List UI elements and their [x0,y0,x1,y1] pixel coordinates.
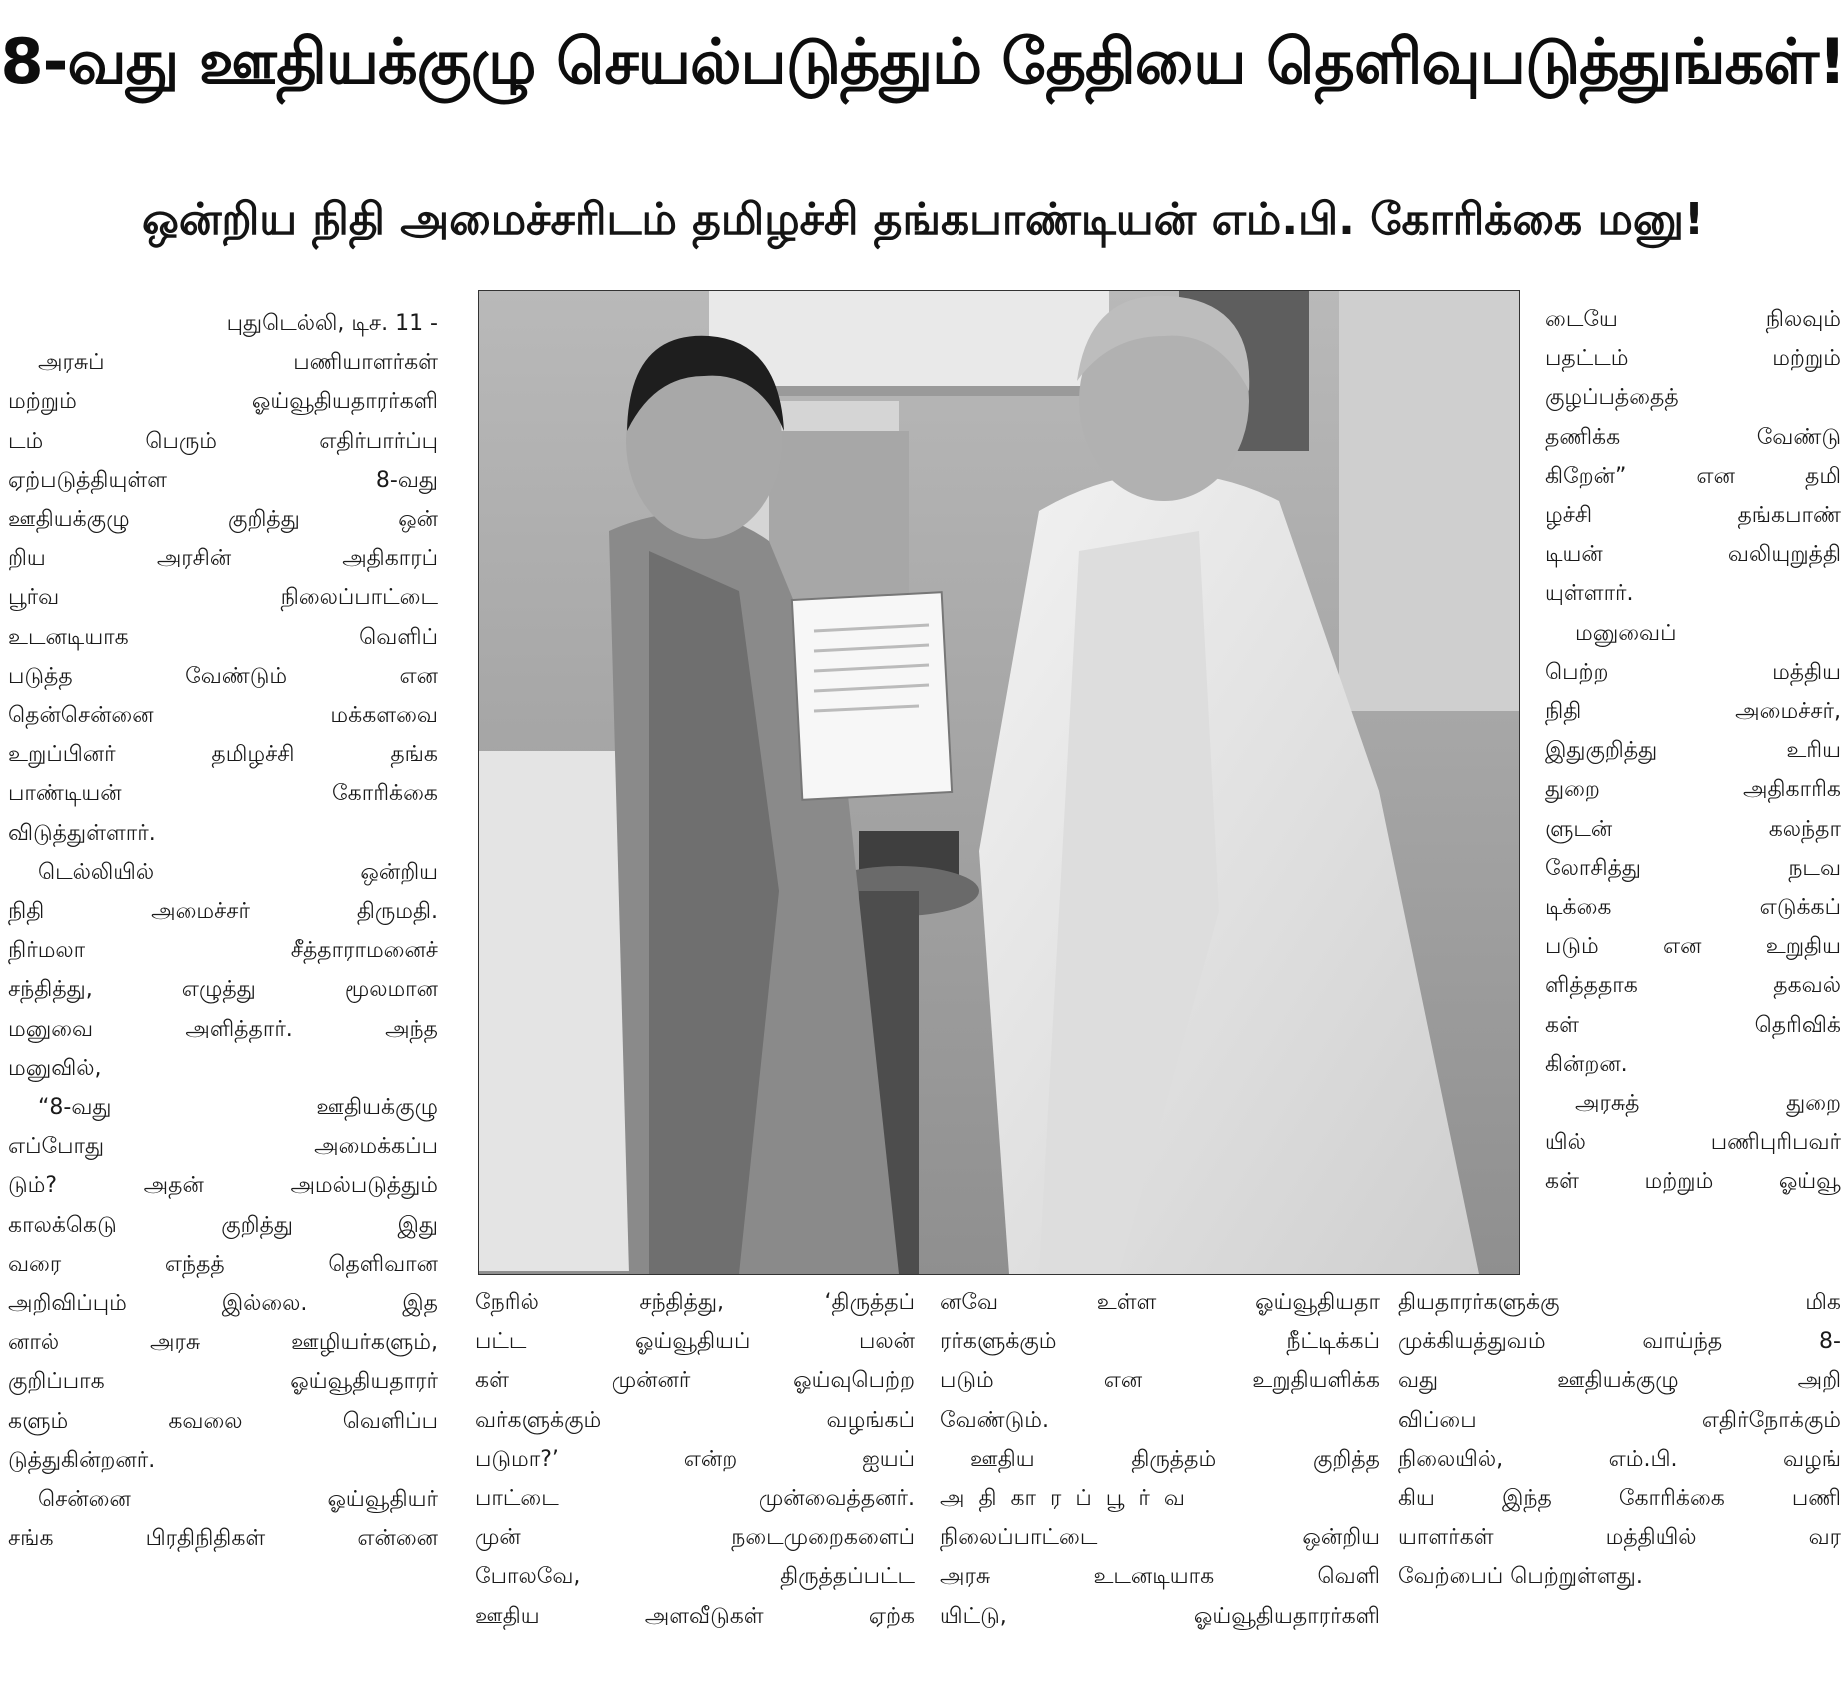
column-text-line: டியன் வலியுறுத்தி [1545,542,1841,568]
column-text-line: டெல்லியில் ஒன்றிய [38,859,438,885]
column-text-line: எப்போது அமைக்கப்ப [8,1134,438,1160]
column-text-line: வர்களுக்கும் வழங்கப் [475,1407,915,1433]
column-text-line: படுத்த வேண்டும் என [8,663,438,689]
column-text-line: அரசுப் பணியாளர்கள் [38,350,438,376]
column-text-line: கின்றன. [1545,1051,1628,1077]
column-text-line: யாளர்கள் மத்தியில் வர [1398,1525,1841,1551]
column-text-line: நிதி அமைச்சர், [1545,699,1841,725]
column-text-line: மனுவை அளித்தார். அந்த [8,1016,438,1042]
column-text-line: பதட்டம் மற்றும் [1545,346,1841,372]
column-text-line: டிக்கை எடுக்கப் [1545,895,1841,921]
column-text-line: ளுடன் கலந்தா [1545,816,1841,842]
column-text-line: ளித்ததாக தகவல் [1545,973,1841,999]
column-text-line: ஊதிய திருத்தம் குறித்த [970,1446,1380,1472]
column-text-line: விப்பை எதிர்நோக்கும் [1398,1407,1841,1433]
column-text-line: முன் நடைமுறைகளைப் [475,1525,915,1551]
column-text-line: ஏற்படுத்தியுள்ள 8-வது [8,467,438,493]
column-text-line: துறை அதிகாரிக [1545,777,1841,803]
column-text-line: நிலைப்பாட்டை ஒன்றிய [940,1525,1380,1551]
column-text-line: “8-வது ஊதியக்குழு [38,1095,438,1121]
column-text-line: வேண்டும். [940,1407,1050,1433]
column-text-line: அதிகாரப்பூர்வ [940,1486,1199,1512]
column-text-line: முக்கியத்துவம் வாய்ந்த 8- [1398,1329,1841,1355]
column-text-line: மனுவைப் [1575,620,1677,646]
column-text-line: தியதாரர்களுக்கு மிக [1398,1290,1841,1315]
column-text-line: உடனடியாக வெளிப் [8,624,438,650]
column-text-line: குழப்பத்தைத் [1545,385,1679,411]
column-text-line: கிறேன்” என தமி [1545,463,1841,489]
column-text-line: வரை எந்தத் தெளிவான [8,1251,438,1277]
article-column-5 [1398,1283,1841,1597]
subheadline: ஒன்றிய நிதி அமைச்சரிடம் தமிழச்சி தங்கபாண்டியன் எம்.பி. கோரிக்கை மனு! [141,194,1705,245]
article-column-2 [1545,300,1841,1202]
column-text-line: னவே உள்ள ஓய்வூதியதா [940,1290,1380,1315]
column-text-line: ஊதியக்குழு குறித்து ஒன் [8,507,438,533]
column-text-line: படும் என உறுதியளிக்க [940,1368,1380,1394]
column-text-line: பாண்டியன் கோரிக்கை [8,781,438,807]
column-text-line: வேற்பைப் பெற்றுள்ளது. [1398,1564,1643,1590]
column-text-line: இதுகுறித்து உரிய [1545,738,1841,764]
column-text-line: றிய அரசின் அதிகாரப் [8,546,438,572]
column-text-line: டும்? அதன் அமல்படுத்தும் [8,1173,438,1199]
column-text-line: னால் அரசு ஊழியர்களும், [8,1330,438,1356]
headline: 8-வது ஊதியக்குழு செயல்படுத்தும் தேதியை தெளிவுபடுத்துங்கள்! [0,25,1846,98]
article-column-3 [475,1283,915,1636]
column-text-line: சந்தித்து, எழுத்து மூலமான [8,977,438,1003]
column-text-line: போலவே, திருத்தப்பட்ட [475,1564,915,1590]
column-text-line: கள் முன்னர் ஓய்வுபெற்ற [475,1368,915,1394]
column-text-line: குறிப்பாக ஓய்வூதியதாரர் [8,1369,438,1395]
column-text-line: டையே நிலவும் [1545,307,1841,332]
column-text-line: கிய இந்த கோரிக்கை பணி [1398,1486,1841,1512]
column-text-line: லோசித்து நடவ [1545,855,1841,881]
column-text-line: டுத்துகின்றனர். [8,1447,156,1473]
column-text-line: நிதி அமைச்சர் திருமதி. [8,899,438,925]
column-text-line: தென்சென்னை மக்களவை [8,703,438,729]
column-text-line: படுமா?’ என்ற ஐயப் [475,1446,915,1472]
column-text-line: பூர்வ நிலைப்பாட்டை [8,585,438,611]
column-text-line: அரசு உடனடியாக வெளி [940,1564,1380,1590]
column-text-line: அறிவிப்பும் இல்லை. இத [8,1291,438,1317]
column-text-line: விடுத்துள்ளார். [8,820,156,846]
column-text-line: டம் பெரும் எதிர்பார்ப்பு [8,428,438,454]
column-text-line: ரர்களுக்கும் நீட்டிக்கப் [940,1329,1380,1355]
column-text-line: மற்றும் ஓய்வூதியதாரர்களி [8,389,438,415]
column-text-line: அரசுத் துறை [1575,1091,1841,1117]
column-text-line: யிட்டு, ஓய்வூதியதாரர்களி [940,1603,1380,1629]
article-column-4 [940,1283,1380,1636]
column-text-line: பெற்ற மத்திய [1545,659,1841,685]
column-text-line: படும் என உறுதிய [1545,934,1841,960]
column-text-line: பாட்டை முன்வைத்தனர். [475,1486,915,1512]
column-text-line: கள் தெரிவிக் [1545,1012,1841,1038]
column-text-line: காலக்கெடு குறித்து இது [8,1212,438,1238]
column-text-line: யுள்ளார். [1545,581,1634,607]
column-text-line: புதுடெல்லி, டிச. 11 - [226,311,438,336]
column-text-line: கள் மற்றும் ஓய்வூ [1545,1169,1841,1195]
column-text-line: பட்ட ஓய்வூதியப் பலன் [475,1329,915,1355]
column-text-line: சென்னை ஓய்வூதியர் [38,1487,438,1513]
column-text-line: தணிக்க வேண்டு [1545,424,1841,450]
column-text-line: வது ஊதியக்குழு அறி [1398,1368,1841,1394]
column-text-line: உறுப்பினர் தமிழச்சி தங்க [8,742,438,768]
column-text-line: நிலையில், எம்.பி. வழங் [1398,1446,1841,1472]
article-column-1 [8,304,438,1559]
column-text-line: நேரில் சந்தித்து, ‘திருத்தப் [475,1290,915,1315]
column-text-line: நிர்மலா சீத்தாராமனைச் [8,938,438,964]
column-text-line: சங்க பிரதிநிதிகள் என்னை [8,1526,438,1552]
news-photo [478,290,1520,1275]
column-text-line: மனுவில், [8,1055,102,1081]
column-text-line: ழச்சி தங்கபாண் [1545,503,1841,529]
column-text-line: ஊதிய அளவீடுகள் ஏற்க [475,1603,915,1629]
column-text-line: களும் கவலை வெளிப்ப [8,1408,438,1434]
column-text-line: யில் பணிபுரிபவர் [1545,1130,1841,1156]
news-photo-icon [479,291,1519,1274]
